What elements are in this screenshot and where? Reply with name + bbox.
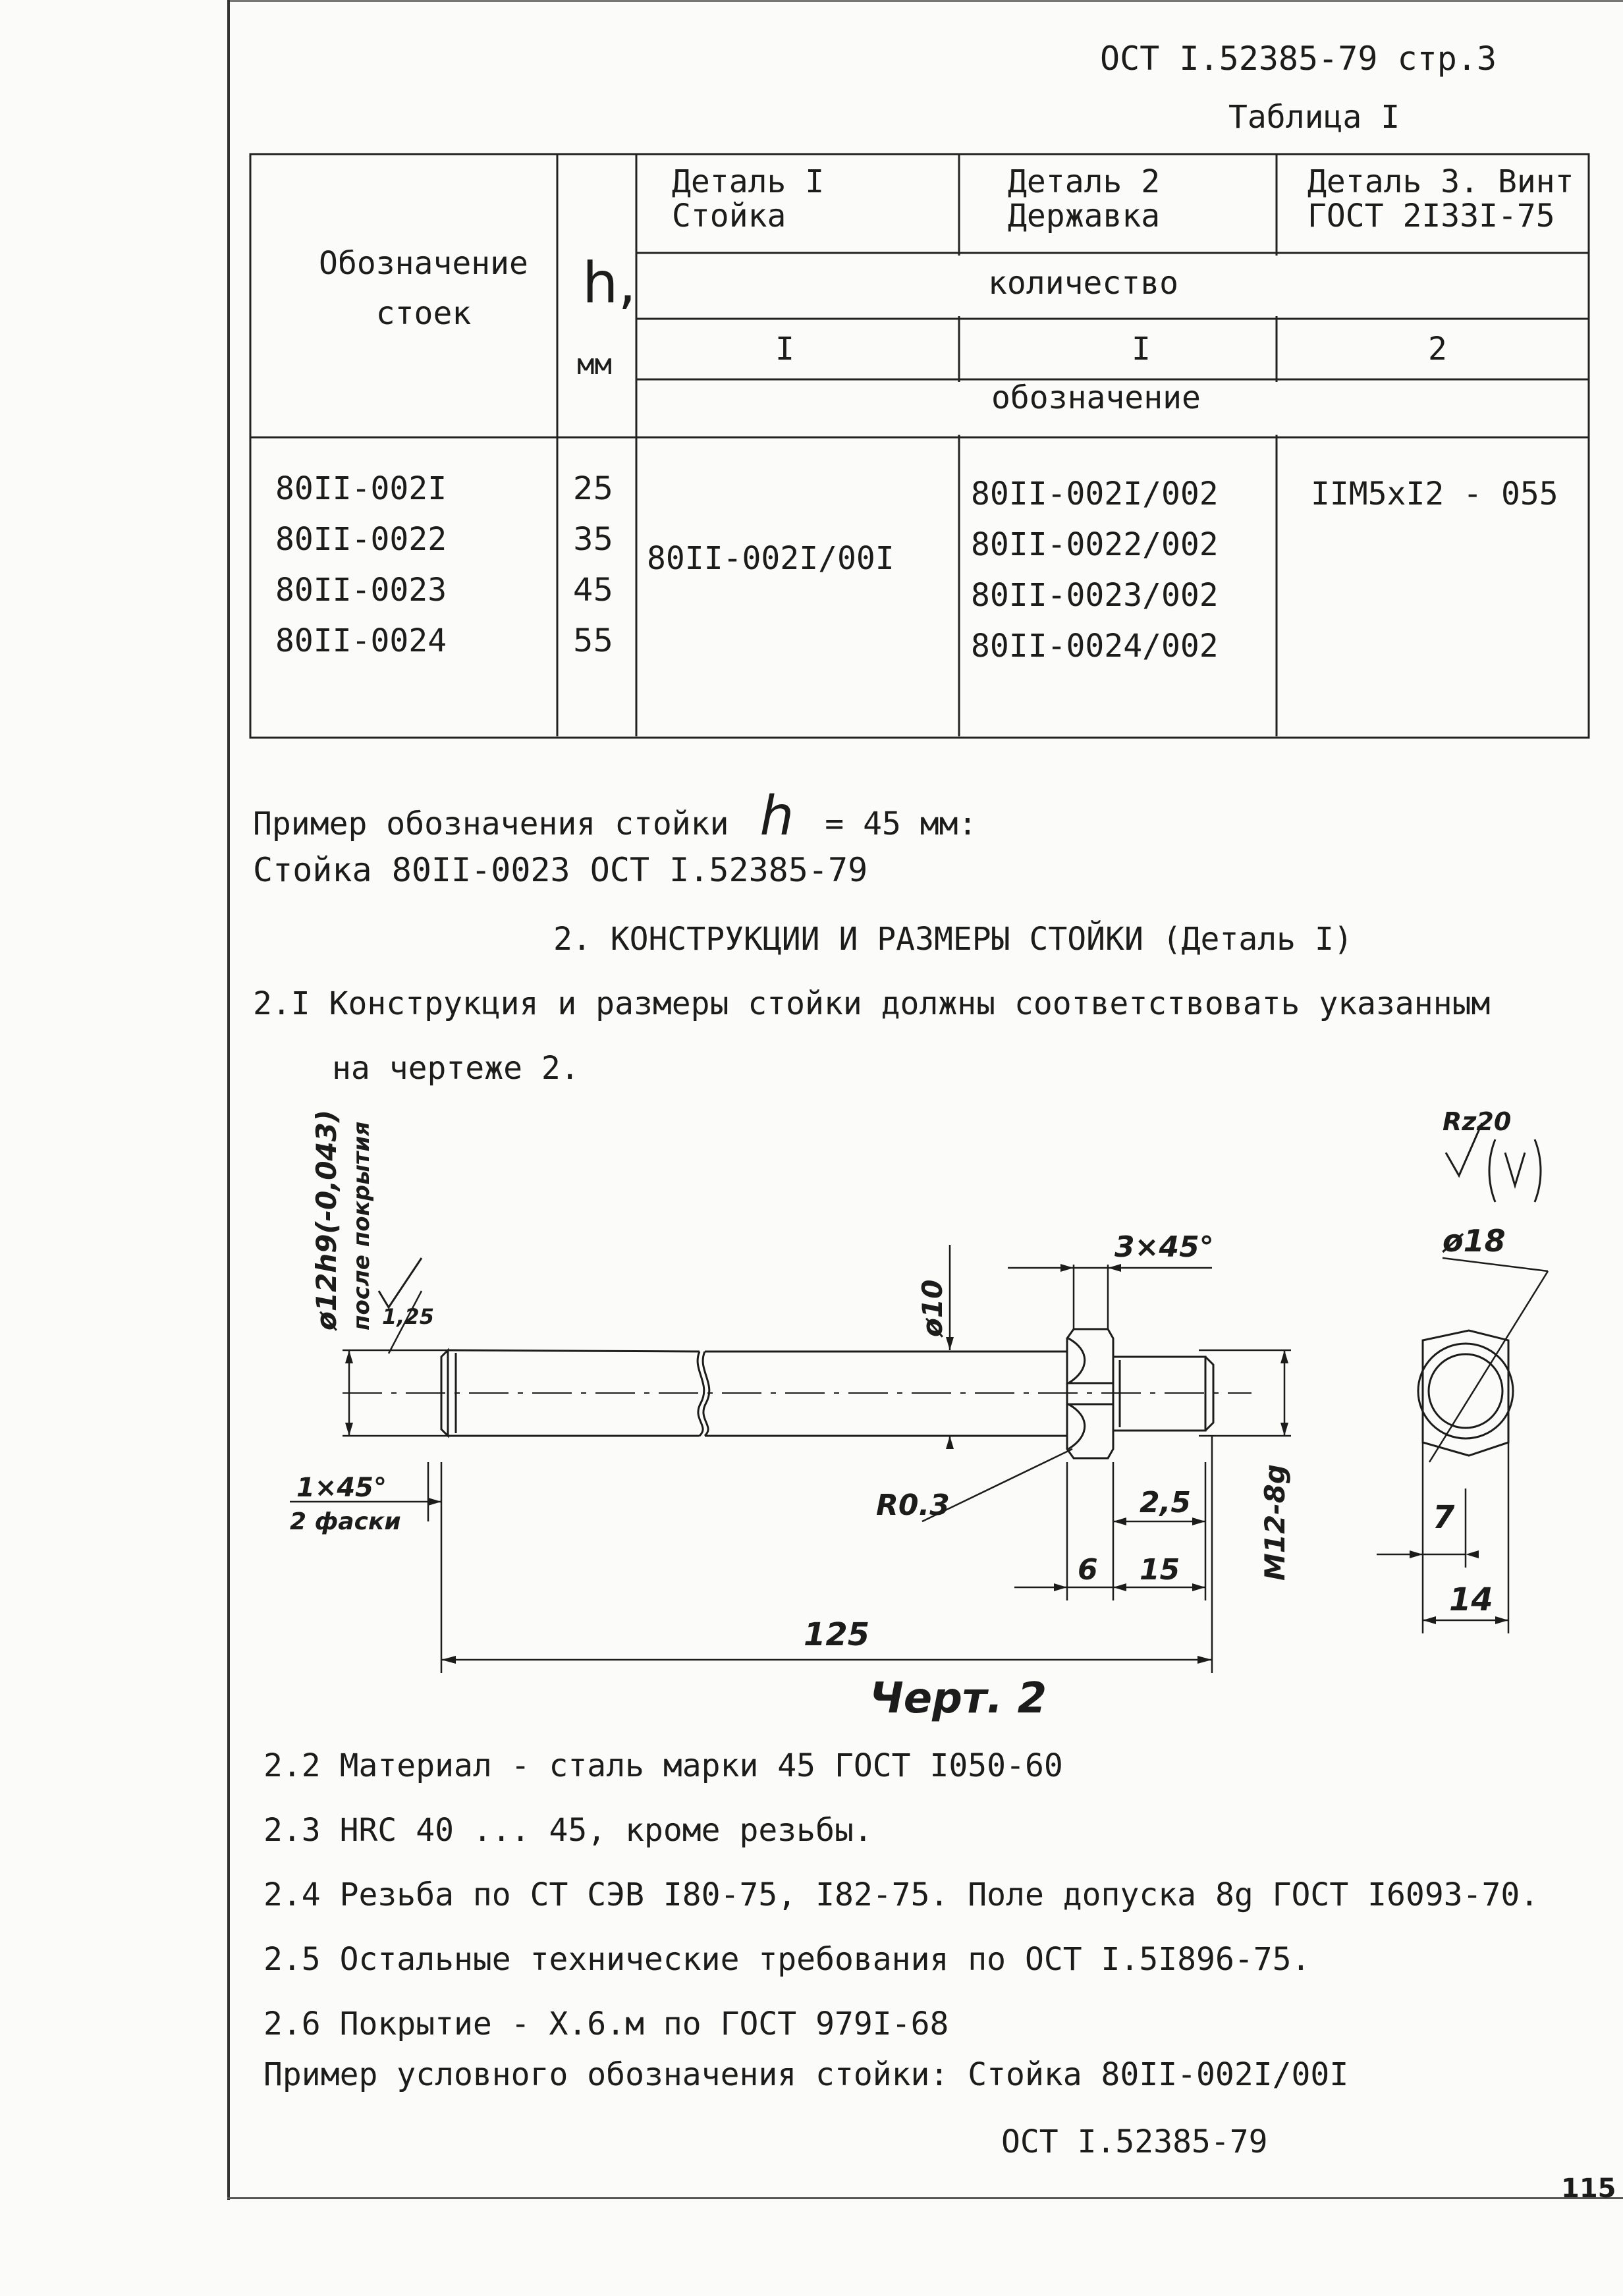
qty-detail3: 2 [1428, 331, 1447, 368]
column-holder-codes [971, 469, 1219, 672]
dim-6: 6 [1078, 1553, 1098, 1587]
dim-2-5: 2,5 [1140, 1486, 1191, 1519]
dim-thread: M12-8g [1259, 1464, 1291, 1581]
header-h-unit: мм [577, 348, 612, 381]
header-designation-row: обозначение [991, 379, 1201, 416]
h-value: 45 [573, 572, 614, 609]
page-border-left [227, 0, 230, 2200]
example-designation-line2: Стойка 80II-0023 ОСТ I.52385-79 [253, 851, 868, 889]
stand-code: 80II-0024 [275, 622, 447, 659]
dim-roughness-left: 1,25 [382, 1304, 434, 1329]
dim-14: 14 [1449, 1581, 1493, 1618]
technical-drawing [263, 1093, 1614, 1726]
roughness-general: Rz20 [1443, 1107, 1512, 1136]
paragraph-2-1-line2: на чертеже 2. [332, 1050, 580, 1087]
end-view-hex [1423, 1330, 1508, 1456]
paragraph-2-1-line1: 2.I Конструкция и размеры стойки должны соответствовать указанным [253, 985, 1491, 1022]
stand-code: 80II-0022 [275, 521, 447, 558]
stand-designation: 80II-002I/00I [647, 540, 894, 577]
h-value: 25 [573, 470, 614, 507]
holder-code: 80II-002I/002 [971, 476, 1219, 512]
header-detail3: Деталь 3. Винт ГОСТ 2I33I-75 [1307, 163, 1574, 234]
requirement-item: 2.4 Резьба по СТ СЭВ I80-75, I82-75. Поле допуска 8g ГОСТ I6093-70. [263, 1876, 1539, 1913]
dim-d18: ø18 [1443, 1223, 1506, 1259]
requirement-item: 2.2 Материал - сталь марки 45 ГОСТ I050-60 [263, 1747, 1063, 1784]
dim-125: 125 [804, 1616, 870, 1653]
dim-diameter-note: после покрытия [348, 1121, 375, 1330]
requirement-item: 2.3 HRC 40 ... 45, кроме резьбы. [263, 1812, 873, 1849]
h-value: 55 [573, 622, 614, 659]
dim-7: 7 [1433, 1499, 1455, 1536]
qty-detail1: I [775, 331, 794, 368]
screw-designation: IIM5xI2 - 055 [1311, 476, 1558, 512]
requirements-list [263, 1734, 1539, 2056]
page-number: 115 [1561, 2173, 1616, 2204]
stand-code: 80II-0023 [275, 572, 447, 609]
example-conditional-standard: ОСТ I.52385-79 [1001, 2123, 1268, 2160]
dim-chamfer-left: 1×45° [296, 1473, 387, 1503]
dim-diameter: ø12h9(-0,043) [310, 1109, 343, 1330]
header-quantity: количество [988, 265, 1178, 302]
header-designation: Обозначение стоек [319, 245, 528, 332]
dim-chamfer-note: 2 фаски [290, 1508, 401, 1535]
requirement-item: 2.6 Покрытие - Х.6.м по ГОСТ 979I-68 [263, 2006, 949, 2042]
holder-code: 80II-0023/002 [971, 577, 1219, 614]
stand-code: 80II-002I [275, 470, 447, 507]
h-value: 35 [573, 521, 614, 558]
section-title: 2. КОНСТРУКЦИИ И РАЗМЕРЫ СТОЙКИ (Деталь I) [553, 921, 1353, 958]
dim-d10: ø10 [916, 1279, 949, 1337]
qty-detail2: I [1132, 331, 1151, 368]
holder-code: 80II-0022/002 [971, 526, 1219, 563]
table-label: Таблица I [1228, 99, 1400, 136]
header-detail1: Деталь I Стойка [672, 163, 825, 234]
holder-code: 80II-0024/002 [971, 628, 1219, 665]
example-conditional-designation: Пример условного обозначения стойки: Стойка 80II-002I/00I [263, 2056, 1349, 2093]
column-h-values [573, 464, 613, 667]
page-border-top [227, 0, 1623, 2]
requirement-item: 2.5 Остальные технические требования по ОСТ I.5I896-75. [263, 1941, 1311, 1978]
example-prefix: Пример обозначения стойки [253, 806, 729, 842]
column-stand-codes [275, 464, 447, 667]
dim-15: 15 [1140, 1553, 1180, 1587]
example-designation-line1 [253, 785, 977, 848]
header-h-symbol: h, [582, 250, 636, 316]
dim-chamfer-right: 3×45° [1114, 1230, 1214, 1264]
page-border-bottom [227, 2197, 1623, 2199]
header-detail2: Деталь 2 Державка [1008, 163, 1161, 234]
document-reference: ОСТ I.52385-79 стр.3 [1100, 40, 1497, 78]
drawing-caption: Черт. 2 [869, 1674, 1047, 1723]
dim-r03: R0.3 [876, 1489, 950, 1522]
example-suffix: = 45 мм: [825, 806, 977, 842]
example-h-symbol: h [759, 785, 794, 848]
